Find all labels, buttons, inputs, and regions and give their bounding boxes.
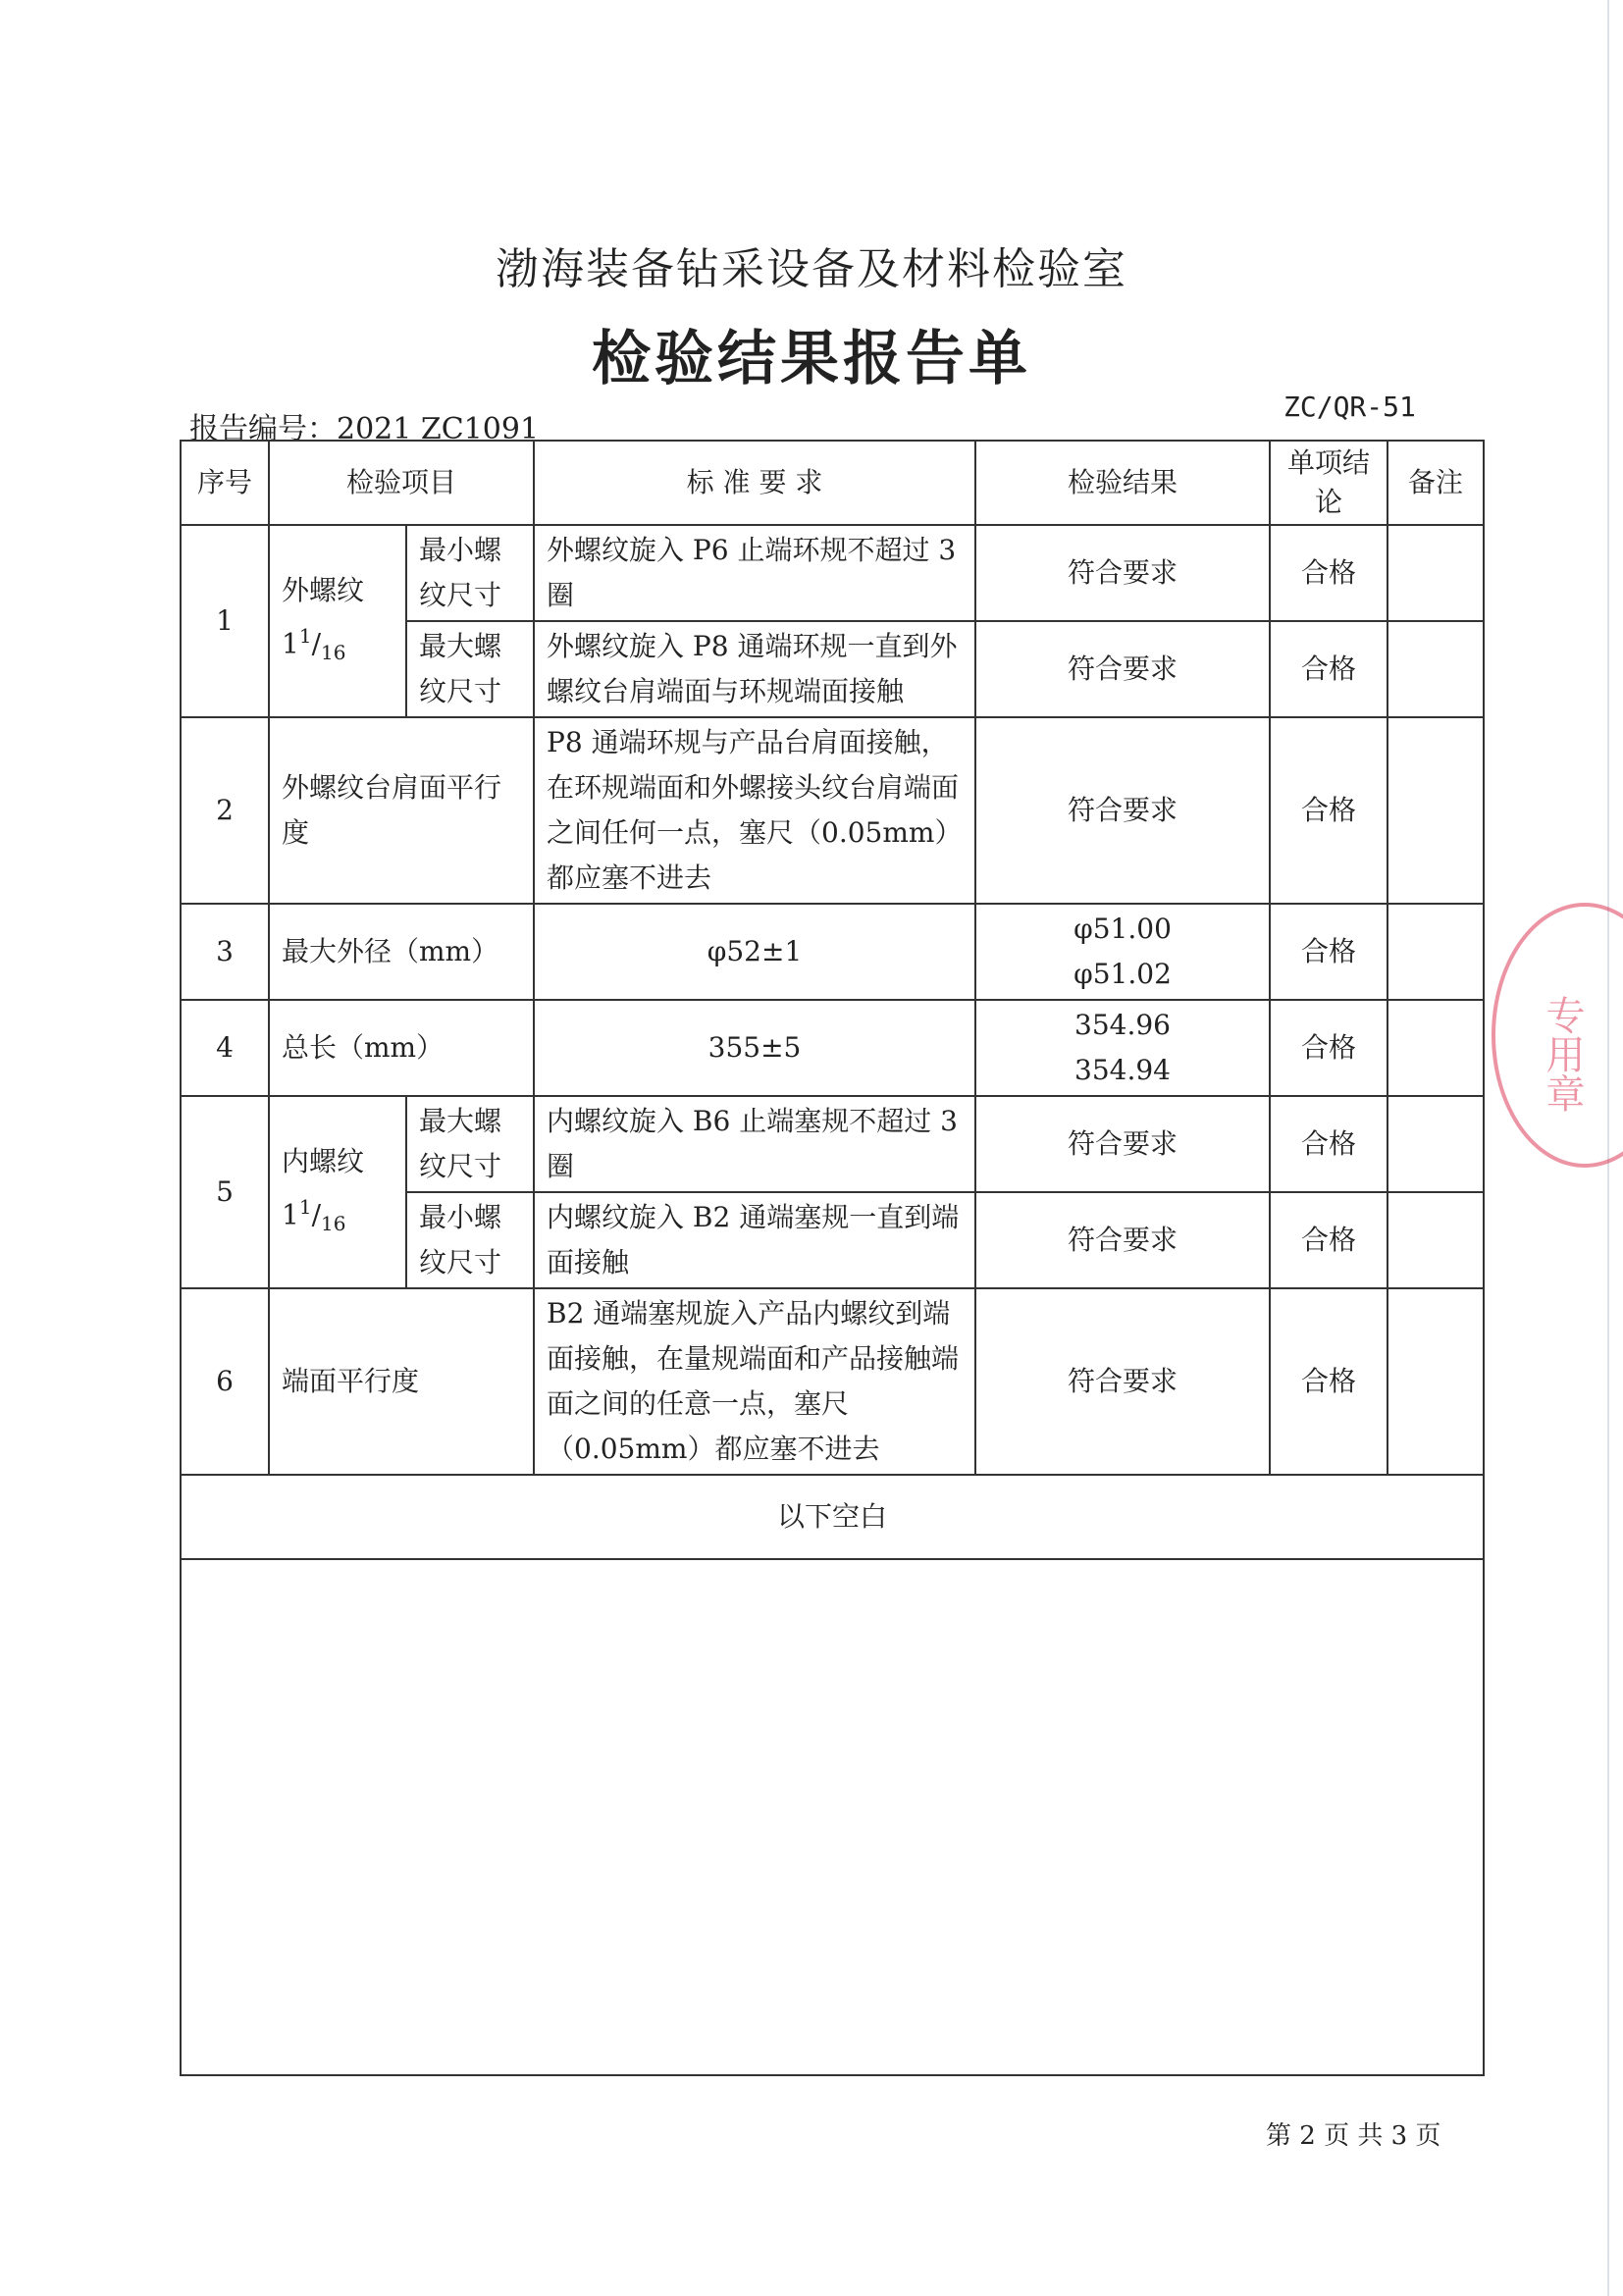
row-seq: 4 (181, 1000, 269, 1096)
row-remark (1387, 621, 1484, 717)
row-standard: 外螺纹旋入 P8 通端环规一直到外螺纹台肩端面与环规端面接触 (534, 621, 975, 717)
blank-area (181, 1559, 1484, 2075)
row-standard: 355±5 (534, 1000, 975, 1096)
row-result: 符合要求 (975, 621, 1270, 717)
row-group-item (269, 525, 406, 717)
row-item: 总长（mm） (269, 1000, 534, 1096)
row-seq: 5 (181, 1096, 269, 1288)
red-seal-stamp (1492, 903, 1623, 1168)
row-conclusion: 合格 (1270, 1000, 1387, 1096)
header-standard: 标 准 要 求 (534, 441, 975, 525)
row-result: 符合要求 (975, 1288, 1270, 1475)
row-standard: 外螺纹旋入 P6 止端环规不超过 3 圈 (534, 525, 975, 621)
report-number: 报告编号：2021 ZC1091 (189, 412, 540, 446)
row-item: 外螺纹台肩面平行度 (269, 717, 534, 904)
row-seq: 3 (181, 904, 269, 1000)
row-remark (1387, 904, 1484, 1000)
row-sub-item: 最小螺纹尺寸 (406, 525, 534, 621)
table-row (181, 1288, 1484, 1475)
row-standard: B2 通端塞规旋入产品内螺纹到端面接触，在量规端面和产品接触端面之间的任意一点，塞尺（0.05mm）都应塞不进去 (534, 1288, 975, 1475)
result-value: 354.94 (1074, 1054, 1171, 1086)
row-standard: φ52±1 (534, 904, 975, 1000)
row-remark (1387, 1288, 1484, 1475)
row-result (975, 1000, 1270, 1096)
blank-area-row (181, 1559, 1484, 2075)
group-label: 内螺纹 (282, 1144, 365, 1177)
blank-note-row (181, 1475, 1484, 1559)
row-result (975, 904, 1270, 1000)
header-result: 检验结果 (975, 441, 1270, 525)
size-numerator: 1 (298, 1194, 312, 1219)
row-conclusion: 合格 (1270, 1288, 1387, 1475)
row-conclusion: 合格 (1270, 904, 1387, 1000)
row-conclusion: 合格 (1270, 1192, 1387, 1288)
thread-size: $1^1/_{16}$ (282, 1194, 346, 1235)
header-item: 检验项目 (269, 441, 534, 525)
row-seq: 1 (181, 525, 269, 717)
table-header-row (181, 441, 1484, 525)
result-value: φ51.02 (1073, 958, 1172, 990)
result-value: φ51.00 (1073, 913, 1172, 945)
document-title: 检验结果报告单 (592, 325, 1031, 393)
row-seq: 2 (181, 717, 269, 904)
header-conclusion: 单项结论 (1270, 441, 1387, 525)
size-whole: 1 (282, 626, 299, 659)
row-conclusion: 合格 (1270, 621, 1387, 717)
header-remark: 备注 (1387, 441, 1484, 525)
row-sub-item: 最小螺纹尺寸 (406, 1192, 534, 1288)
thread-size: $1^1/_{16}$ (282, 623, 346, 664)
row-standard: 内螺纹旋入 B6 止端塞规不超过 3 圈 (534, 1096, 975, 1192)
table-row (181, 1096, 1484, 1192)
row-sub-item: 最大螺纹尺寸 (406, 621, 534, 717)
row-remark (1387, 717, 1484, 904)
row-result: 符合要求 (975, 717, 1270, 904)
header-seq: 序号 (181, 441, 269, 525)
row-conclusion: 合格 (1270, 1096, 1387, 1192)
row-result: 符合要求 (975, 1096, 1270, 1192)
row-conclusion: 合格 (1270, 717, 1387, 904)
table-row (181, 717, 1484, 904)
size-denominator: 16 (321, 1211, 346, 1235)
row-result: 符合要求 (975, 525, 1270, 621)
row-standard: 内螺纹旋入 B2 通端塞规一直到端面接触 (534, 1192, 975, 1288)
row-remark (1387, 1096, 1484, 1192)
page-number: 第 2 页 共 3 页 (1266, 2121, 1441, 2151)
row-sub-item: 最大螺纹尺寸 (406, 1096, 534, 1192)
organization-name: 渤海装备钻采设备及材料检验室 (496, 244, 1127, 294)
row-remark (1387, 525, 1484, 621)
row-seq: 6 (181, 1288, 269, 1475)
row-group-item (269, 1096, 406, 1288)
row-item: 最大外径（mm） (269, 904, 534, 1000)
row-remark (1387, 1192, 1484, 1288)
row-conclusion: 合格 (1270, 525, 1387, 621)
row-item: 端面平行度 (269, 1288, 534, 1475)
table-row (181, 904, 1484, 1000)
stamp-text: 专用章 (1540, 995, 1585, 1113)
size-denominator: 16 (321, 640, 346, 664)
form-code: ZC/QR-51 (1283, 391, 1416, 423)
row-remark (1387, 1000, 1484, 1096)
group-label: 外螺纹 (282, 573, 365, 606)
row-standard: P8 通端环规与产品台肩面接触，在环规端面和外螺接头纹台肩端面之间任何一点，塞尺（0.05mm）都应塞不进去 (534, 717, 975, 904)
blank-note: 以下空白 (181, 1475, 1484, 1559)
result-value: 354.96 (1074, 1009, 1171, 1041)
size-numerator: 1 (298, 623, 312, 648)
table-row (181, 525, 1484, 621)
inspection-result-table (180, 440, 1485, 2076)
size-whole: 1 (282, 1197, 299, 1230)
row-result: 符合要求 (975, 1192, 1270, 1288)
table-row (181, 1000, 1484, 1096)
